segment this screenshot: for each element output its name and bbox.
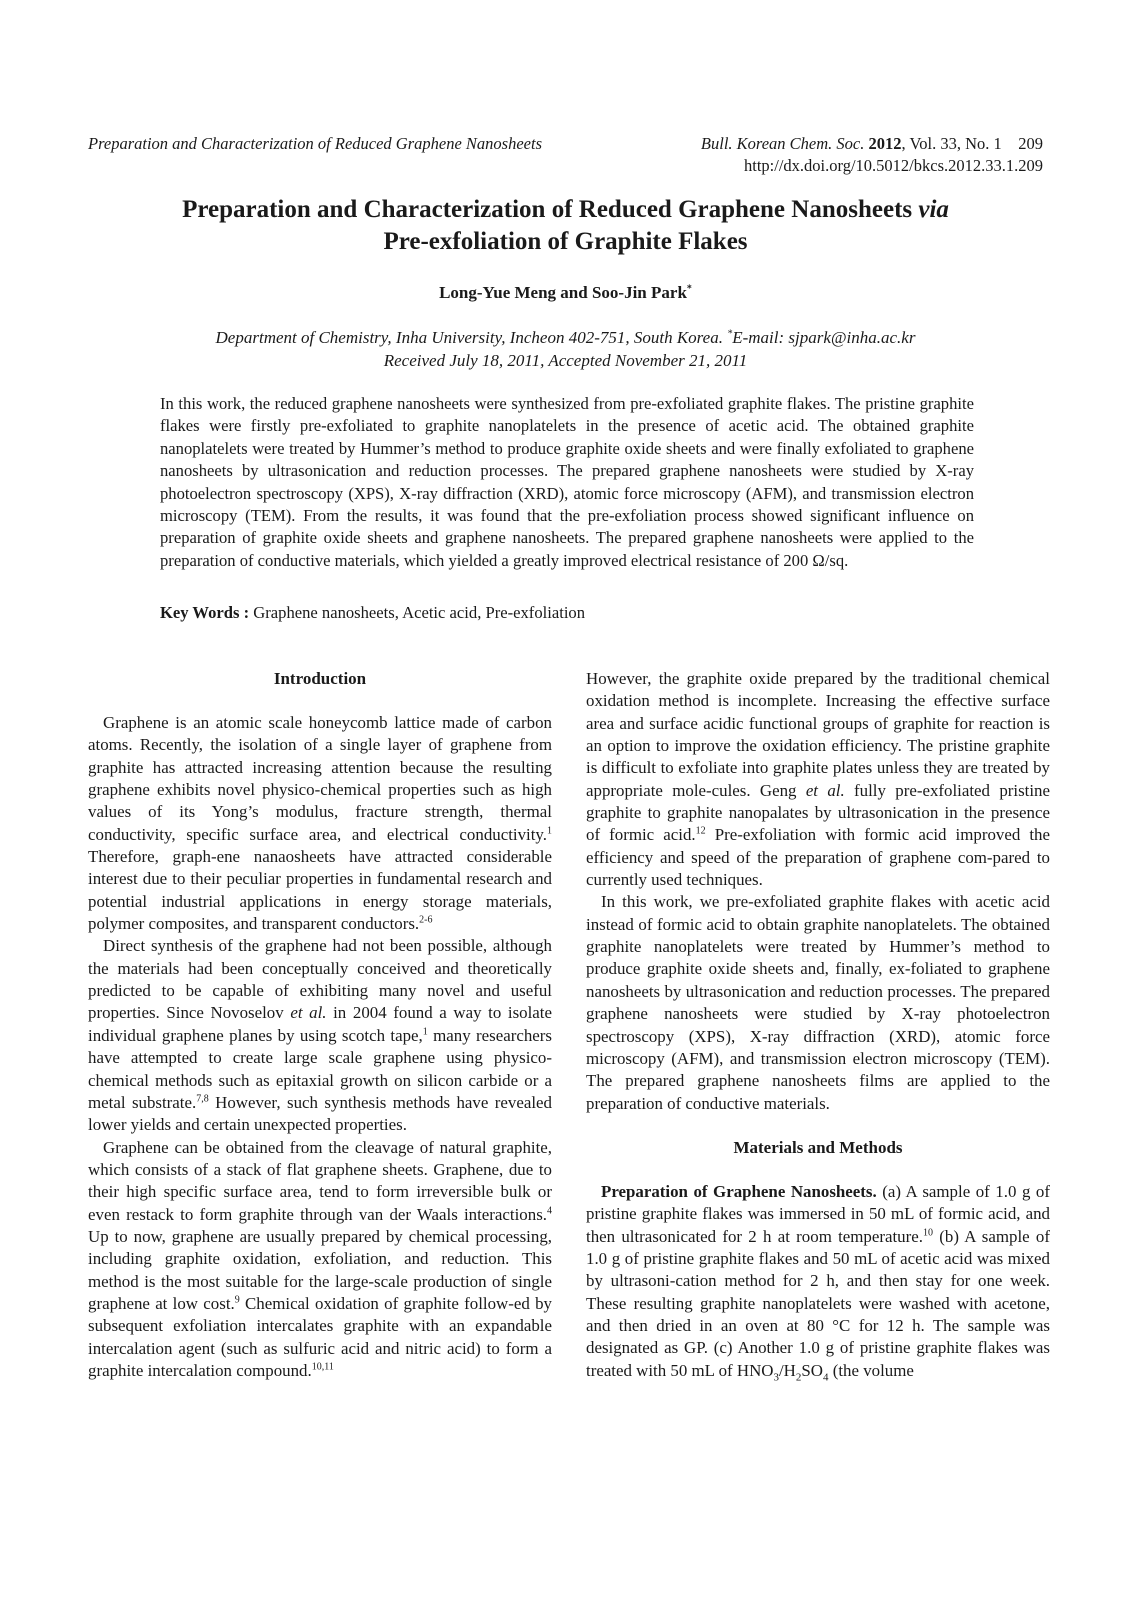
keywords-label: Key Words : [160, 603, 250, 622]
affiliation [88, 326, 1043, 372]
citation[interactable]: 12 [695, 825, 706, 837]
paragraph: However, the graphite oxide prepared by the traditional chemical oxidation method is incomplete. Increasing the effective surface area and surface acidic functional groups of graphite for reaction is an option to improve the oxidation efficiency. The pristine graphite is difficult to exfoliate into graphite plates unless they are treated by appropriate mole-cules. Geng et al. fully pre-exfoliated pristine graphite to graphite nanopalates by ultrasonication in the presence of formic acid.$^{12}$ Pre-exfoliation with formic acid improved the efficiency and speed of the preparation of graphene com-pared to currently used techniques. [586, 669, 1050, 890]
title-line-1: Preparation and Characterization of Reduced Graphene Nanosheets [182, 196, 913, 223]
subsection-label: Preparation of Graphene Nanosheets. [601, 1181, 877, 1201]
citation[interactable]: 7,8 [196, 1093, 209, 1105]
right-column [586, 668, 1050, 1382]
paragraph: Graphene can be obtained from the cleavage of natural graphite, which consists of a stack of flat graphene sheets. Graphene, due to their high specific surface area, tend to form irreversible bulk or even restack to form graphite through van der Waals interactions.$^4$ Up to now, graphene are usually prepared by chemical processing, including graphite oxidation, exfoliation, and reduction. This method is the most suitable for the large-scale production of single graphene at low cost.$^9$ Chemical oxidation of graphite follow-ed by subsequent exfoliation intercalates graphite with an expandable intercalation agent (such as sulfuric acid and nitric acid) to form a graphite intercalation compound.$^{10,11}$ [88, 1137, 552, 1380]
author-list [88, 283, 1043, 303]
department: Department of Chemistry, Inha University, Incheon 402-751, South Korea. [215, 328, 723, 347]
citation[interactable]: 4 [547, 1204, 552, 1216]
paragraph: Graphene is an atomic scale honeycomb lattice made of carbon atoms. Recently, the isolation of a single layer of graphene from graphite has attracted increasing attention because the resulting graphene exhibits novel physico-chemical properties such as high values of its Yong’s modulus, fracture strength, thermal conductivity, specific surface area, and electrical conductivity.$^1$ Therefore, graph-ene nanaosheets have attracted considerable interest due to their peculiar properties in fundamental research and potential industrial applications in energy storage materials, polymer composites, and transparent conductors.$^{2-6}$ [88, 713, 552, 934]
author-names: Long-Yue Meng and Soo-Jin Park [439, 283, 687, 302]
page-number: 209 [1018, 134, 1043, 153]
citation[interactable]: 2-6 [419, 914, 433, 926]
journal-volume: , Vol. 33, No. 1 [901, 134, 1002, 153]
citation[interactable]: 1 [547, 825, 552, 837]
received-dates: Received July 18, 2011, Accepted November 21, 2011 [383, 351, 748, 370]
citation[interactable]: 10 [922, 1226, 933, 1238]
paragraph: Preparation of Graphene Nanosheets. (a) A sample of 1.0 g of pristine graphite flakes was immersed in 50 mL of formic acid, and then ultrasonicated for 2 h at room temperature.$^{10}$ (b) A sample of 1.0 g of pristine graphite flakes and 50 mL of acetic acid was mixed by ultrasoni-cation method for 2 h, and then stay for one week. These resulting graphite nanoplatelets were washed with acetone, and then dried in an oven at 80 °C for 12 h. The sample was designated as GP. (c) Another 1.0 g of pristine graphite flakes was treated with 50 mL of $HNO_3/H_2SO_4$ (the volume [586, 1181, 1050, 1383]
citation[interactable]: 10,11 [311, 1361, 334, 1373]
corresponding-mark: * [686, 283, 692, 295]
citation[interactable]: 1 [422, 1026, 428, 1038]
running-title: Preparation and Characterization of Reduced Graphene Nanosheets [88, 134, 542, 153]
title-line-2: Pre-exfoliation of Graphite Flakes [383, 228, 748, 255]
paragraph: Direct synthesis of the graphene had not been possible, although the materials had been conceptually conceived and theoretically predicted to be capable of exhibiting many novel and useful properties. Since Novoselov et al. in 2004 found a way to isolate individual graphene planes by using scotch tape,$^1$ many researchers have attempted to create large scale graphene using physico-chemical methods such as epitaxial growth on silicon carbide or a metal substrate.$^{7,8}$ However, such synthesis methods have revealed lower yields and certain unexpected properties. [88, 936, 553, 1135]
email-mark: * [727, 328, 733, 340]
email[interactable]: E-mail: sjpark@inha.ac.kr [732, 328, 916, 347]
doi-link[interactable]: http://dx.doi.org/10.5012/bkcs.2012.33.1.209 [744, 156, 1043, 175]
journal-name: Bull. Korean Chem. Soc. [700, 134, 865, 153]
abstract: In this work, the reduced graphene nanosheets were synthesized from pre-exfoliated graphite flakes. The pristine graphite flakes were firstly pre-exfoliated to graphite nanoplatelets in the presence of acetic acid. The obtained graphite nanoplatelets were treated by Hummer’s method to produce graphite oxide sheets and were finally exfoliated to graphene nanosheets by ultrasonication and reduction processes. The prepared graphene nanosheets were studied by X-ray photoelectron spectroscopy (XPS), X-ray diffraction (XRD), atomic force microscopy (AFM), and transmission electron microscopy (TEM). From the results, it was found that the pre-exfoliation process showed significant influence on preparation of graphite oxide sheets and graphene nanosheets. The prepared graphene nanosheets were applied to the preparation of conductive materials, which yielded a greatly improved electrical resistance of 200 Ω/sq. [160, 394, 974, 570]
citation[interactable]: 9 [234, 1294, 240, 1306]
section-heading-methods: Materials and Methods [733, 1137, 903, 1157]
left-column [88, 668, 552, 1382]
paragraph: In this work, we pre-exfoliated graphite flakes with acetic acid instead of formic acid to obtain graphite nanoplatelets. The obtained graphite nanoplatelets were treated by Hummer’s method to produce graphite oxide sheets and, finally, ex-foliated to graphene nanosheets by ultrasonication and reduction processes. The prepared graphene nanosheets were studied by X-ray photoelectron spectroscopy (XPS), X-ray diffraction (XRD), atomic force microscopy (AFM), and transmission electron microscopy (TEM). The prepared graphene nanosheets films are applied to the preparation of conductive materials. [586, 892, 1050, 1113]
section-heading-introduction: Introduction [273, 669, 367, 688]
journal-citation [701, 133, 1043, 155]
title-via: via [918, 196, 949, 223]
keywords [160, 603, 974, 623]
paper-title [88, 194, 1043, 258]
journal-year: 2012 [868, 134, 902, 153]
keywords-text: Graphene nanosheets, Acetic acid, Pre-exfoliation [249, 603, 586, 622]
